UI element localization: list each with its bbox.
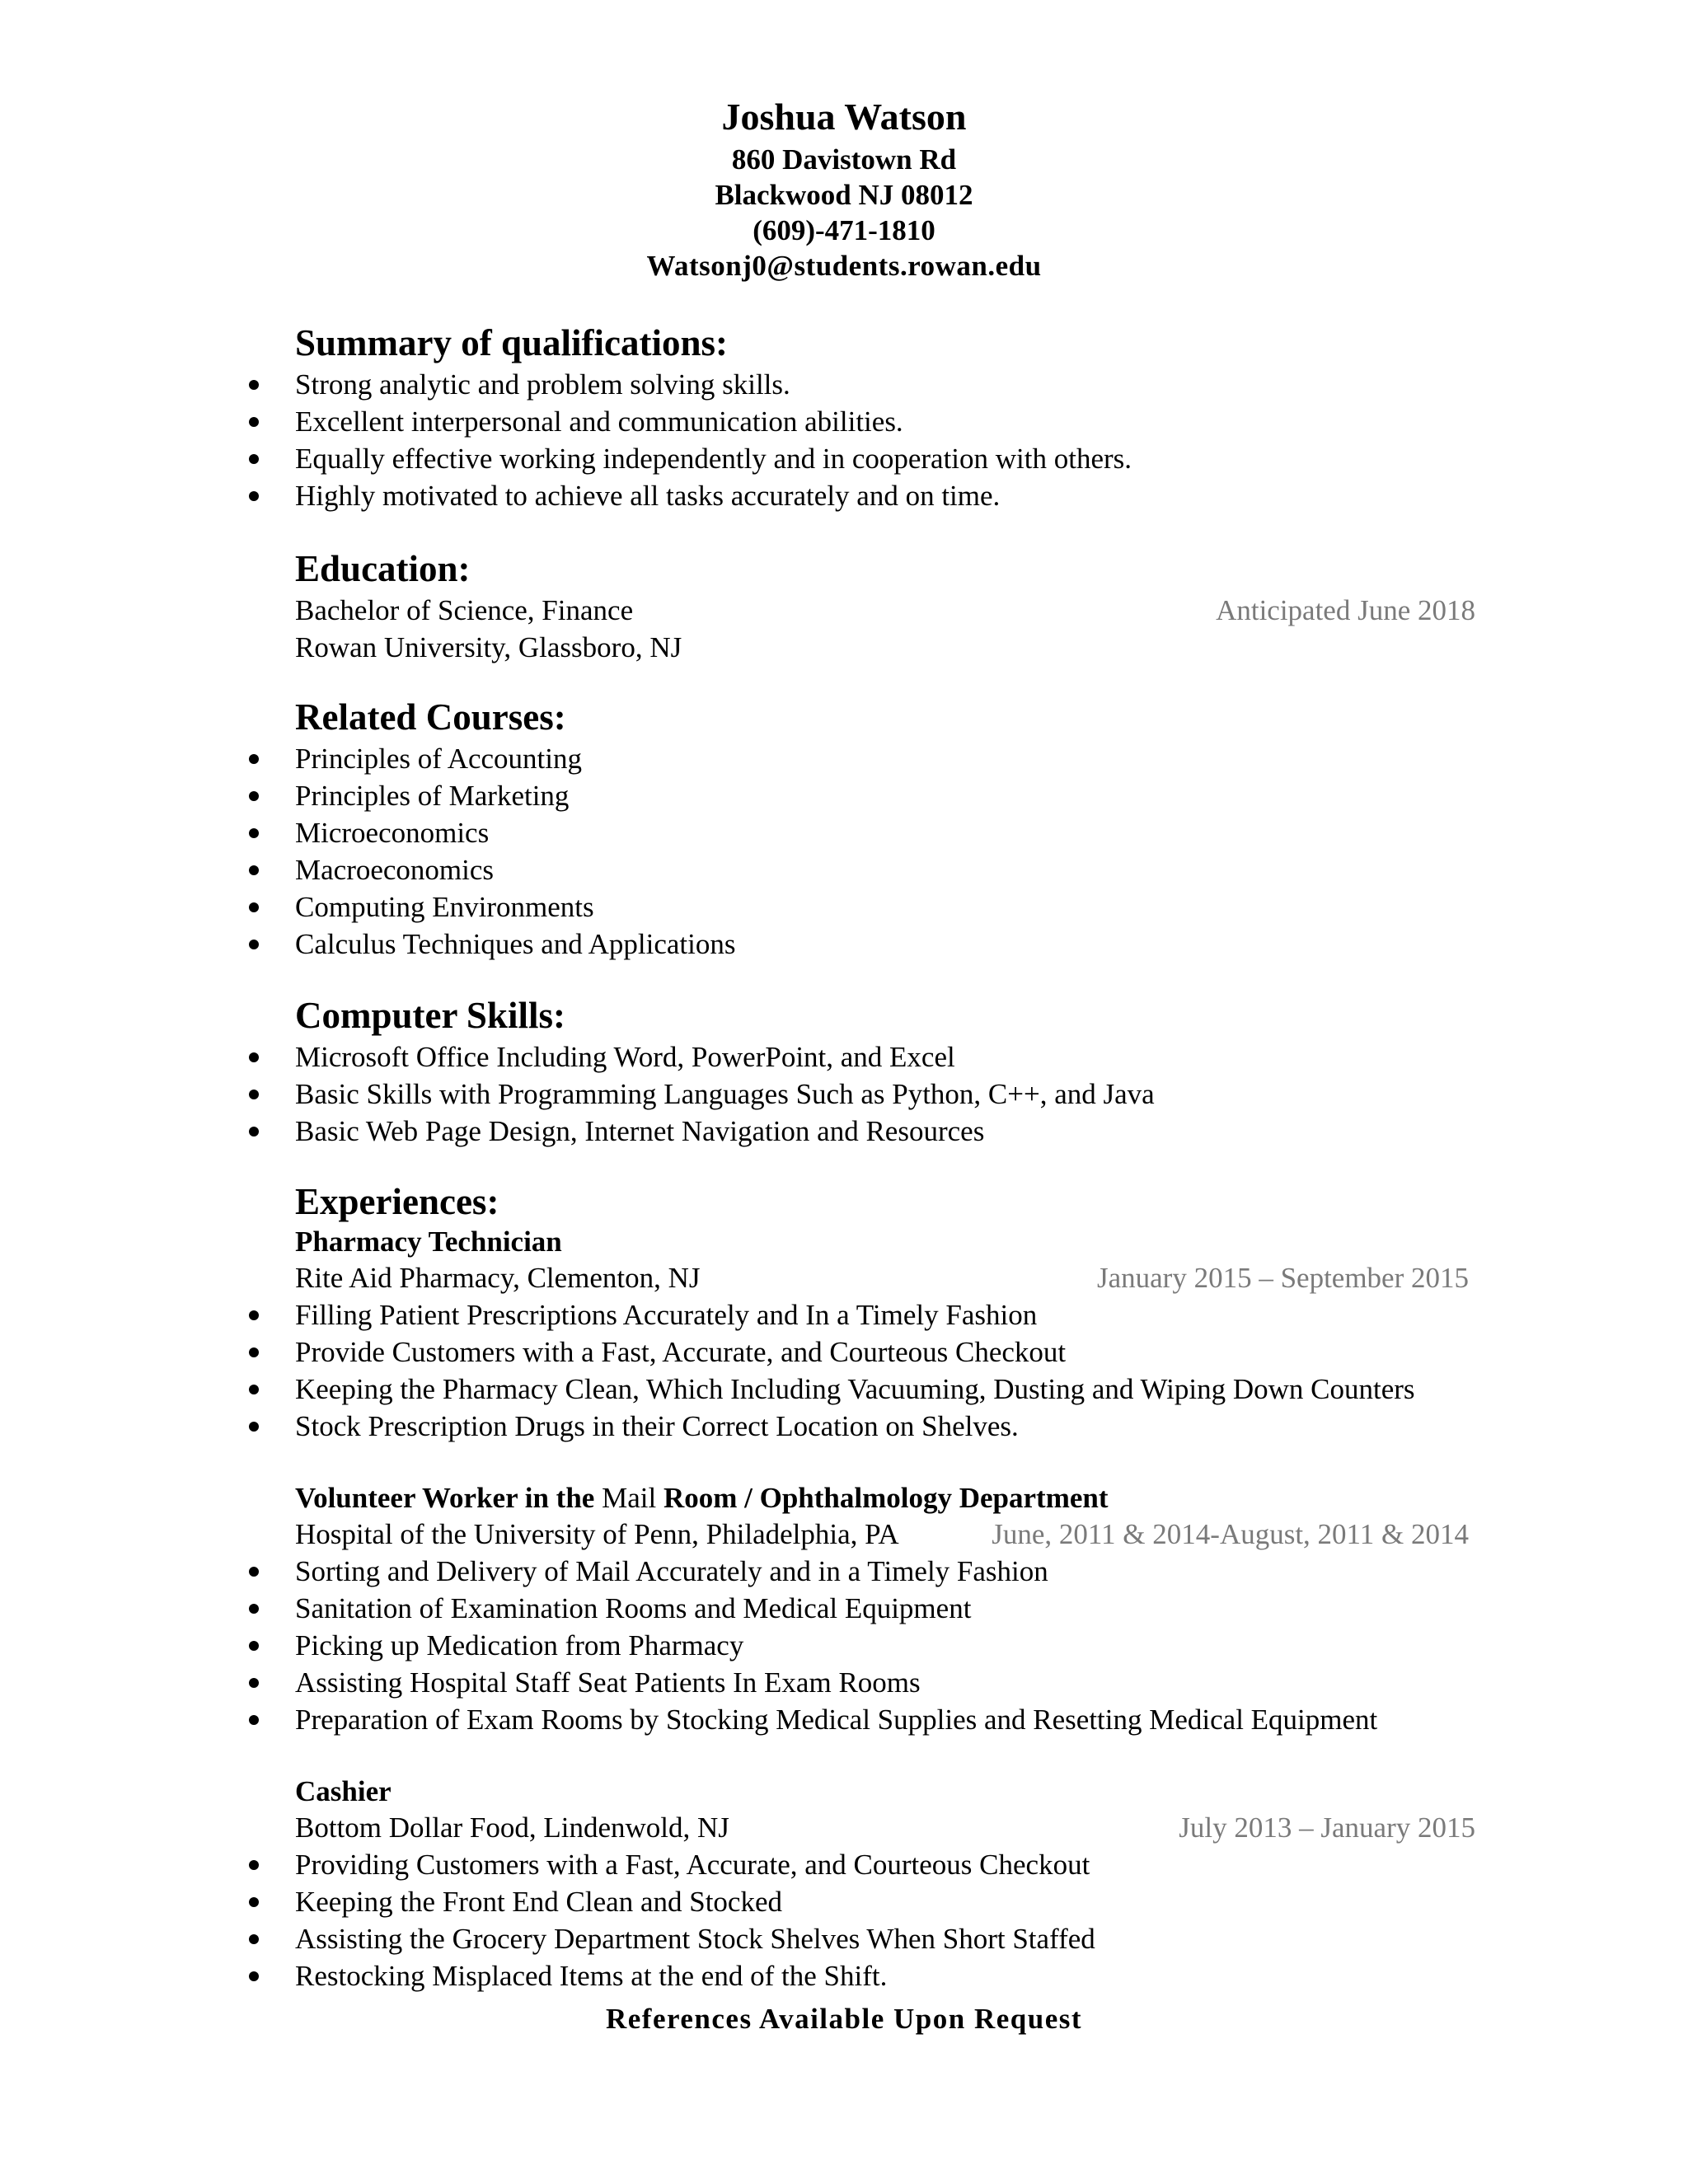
list-item-text: Sorting and Delivery of Mail Accurately and in a Timely Fashion <box>295 1555 1048 1587</box>
list-item <box>295 1333 1475 1371</box>
bullet-icon <box>249 454 259 464</box>
list-item-text: Assisting Hospital Staff Seat Patients In Exam Rooms <box>295 1666 921 1699</box>
job-duties-list <box>295 1846 1475 1994</box>
list-item <box>295 851 1475 888</box>
bullet-icon <box>249 754 259 764</box>
bullet-icon <box>249 1860 259 1870</box>
list-item-text: Strong analytic and problem solving skills. <box>295 368 790 401</box>
list-item <box>295 1553 1475 1590</box>
school: Rowan University, Glassboro, NJ <box>295 631 682 663</box>
bullet-icon <box>249 1422 259 1432</box>
list-item-text: Basic Web Page Design, Internet Navigation and Resources <box>295 1115 985 1147</box>
list-item-text: Microeconomics <box>295 817 490 849</box>
list-item-text: Restocking Misplaced Items at the end of the Shift. <box>295 1960 888 1992</box>
education-section <box>295 546 1475 666</box>
references-note: References Available Upon Request <box>605 2003 1083 2035</box>
employer-line <box>295 1259 1469 1296</box>
list-item <box>295 926 1475 963</box>
bullet-icon <box>249 828 259 838</box>
summary-list <box>295 366 1475 514</box>
list-item <box>295 1664 1475 1701</box>
list-item-text: Macroeconomics <box>295 854 495 886</box>
list-item <box>295 1627 1475 1664</box>
experiences-section <box>295 1179 1475 1994</box>
job-duties-list <box>295 1296 1475 1445</box>
bullet-icon <box>249 791 259 801</box>
employer-line <box>295 1809 1475 1846</box>
skills-heading: Computer Skills: <box>295 995 565 1036</box>
bullet-icon <box>249 491 259 501</box>
bullet-icon <box>249 1934 259 1944</box>
bullet-icon <box>249 1604 259 1614</box>
job-entry <box>295 1481 1475 1738</box>
bullet-icon <box>249 940 259 949</box>
list-item-text: Principles of Accounting <box>295 743 583 775</box>
list-item <box>295 1590 1475 1627</box>
list-item <box>295 1701 1475 1738</box>
candidate-name: Joshua Watson <box>721 96 967 138</box>
list-item <box>295 1883 1475 1920</box>
degree-line <box>295 592 1475 629</box>
job-entry <box>295 1774 1475 1994</box>
list-item-text: Computing Environments <box>295 891 594 923</box>
list-item-text: Highly motivated to achieve all tasks accurately and on time. <box>295 480 1001 512</box>
list-item <box>295 1957 1475 1994</box>
list-item <box>295 477 1475 514</box>
list-item-text: Keeping the Front End Clean and Stocked <box>295 1886 782 1918</box>
employer: Bottom Dollar Food, Lindenwold, NJ <box>295 1811 729 1844</box>
job-dates: June, 2011 & 2014-August, 2011 & 2014 <box>992 1518 1469 1550</box>
list-item-text: Microsoft Office Including Word, PowerPoint, and Excel <box>295 1041 955 1073</box>
summary-section <box>295 320 1475 514</box>
degree: Bachelor of Science, Finance <box>295 594 634 626</box>
job-duties-list <box>295 1553 1475 1738</box>
bullet-icon <box>249 1567 259 1577</box>
list-item <box>295 777 1475 814</box>
bullet-icon <box>249 1897 259 1907</box>
courses-list <box>295 740 1475 963</box>
graduation-date: Anticipated June 2018 <box>1216 594 1475 626</box>
job-entry <box>295 1225 1475 1445</box>
courses-heading: Related Courses: <box>295 696 566 738</box>
bullet-icon <box>249 1052 259 1062</box>
list-item-text: Keeping the Pharmacy Clean, Which Including Vacuuming, Dusting and Wiping Down Counters <box>295 1373 1415 1405</box>
list-item <box>295 1408 1475 1445</box>
list-item-text: Filling Patient Prescriptions Accurately and In a Timely Fashion <box>295 1299 1038 1331</box>
list-item <box>295 403 1475 440</box>
bullet-icon <box>249 1127 259 1137</box>
list-item <box>295 1296 1475 1333</box>
courses-section <box>295 694 1475 963</box>
bullet-icon <box>249 1715 259 1725</box>
bullet-icon <box>249 1678 259 1688</box>
list-item-text: Assisting the Grocery Department Stock Shelves When Short Staffed <box>295 1923 1095 1955</box>
list-item <box>295 366 1475 403</box>
bullet-icon <box>249 865 259 875</box>
list-item-text: Calculus Techniques and Applications <box>295 928 736 960</box>
list-item <box>295 1846 1475 1883</box>
job-title-part: Room / Ophthalmology Department <box>663 1482 1109 1514</box>
list-item-text: Providing Customers with a Fast, Accurate, and Courteous Checkout <box>295 1849 1090 1881</box>
employer: Hospital of the University of Penn, Philadelphia, PA <box>295 1518 899 1550</box>
bullet-icon <box>249 417 259 427</box>
bullet-icon <box>249 380 259 390</box>
list-item <box>295 1038 1475 1076</box>
list-item <box>295 1113 1475 1150</box>
resume-header <box>0 92 1688 284</box>
bullet-icon <box>249 902 259 912</box>
job-dates: January 2015 – September 2015 <box>1096 1262 1469 1294</box>
summary-heading: Summary of qualifications: <box>295 322 729 363</box>
bullet-icon <box>249 1310 259 1320</box>
bullet-icon <box>249 1971 259 1981</box>
bullet-icon <box>249 1641 259 1651</box>
experiences-heading: Experiences: <box>295 1181 499 1222</box>
job-title-part: Volunteer Worker in the <box>295 1482 595 1514</box>
employer: Rite Aid Pharmacy, Clementon, NJ <box>295 1262 701 1294</box>
employer-line <box>295 1516 1469 1553</box>
list-item-text: Excellent interpersonal and communication abilities. <box>295 405 903 438</box>
bullet-icon <box>249 1090 259 1099</box>
list-item-text: Picking up Medication from Pharmacy <box>295 1629 744 1661</box>
bullet-icon <box>249 1385 259 1394</box>
phone-number: (609)-471-1810 <box>753 214 935 246</box>
list-item-text: Provide Customers with a Fast, Accurate, and Courteous Checkout <box>295 1336 1067 1368</box>
list-item-text: Preparation of Exam Rooms by Stocking Medical Supplies and Resetting Medical Equipment <box>295 1704 1378 1736</box>
job-title-part: Mail <box>602 1482 657 1514</box>
job-title: Pharmacy Technician <box>295 1226 562 1258</box>
list-item <box>295 888 1475 926</box>
skills-list <box>295 1038 1475 1150</box>
list-item <box>295 1920 1475 1957</box>
list-item-text: Principles of Marketing <box>295 780 570 812</box>
list-item <box>295 1371 1475 1408</box>
list-item <box>295 740 1475 777</box>
list-item-text: Sanitation of Examination Rooms and Medical Equipment <box>295 1592 972 1624</box>
address-line-2: Blackwood NJ 08012 <box>715 179 973 211</box>
list-item <box>295 440 1475 477</box>
bullet-icon <box>249 1347 259 1357</box>
list-item-text: Stock Prescription Drugs in their Correct Location on Shelves. <box>295 1410 1019 1442</box>
job-title: Cashier <box>295 1775 392 1807</box>
list-item-text: Equally effective working independently and in cooperation with others. <box>295 443 1132 475</box>
email-address: Watsonj0@students.rowan.edu <box>646 250 1042 282</box>
job-title <box>295 1481 1475 1516</box>
address-line-1: 860 Davistown Rd <box>731 143 957 176</box>
list-item-text: Basic Skills with Programming Languages Such as Python, C++, and Java <box>295 1078 1155 1110</box>
skills-section <box>295 992 1475 1150</box>
list-item <box>295 814 1475 851</box>
list-item <box>295 1076 1475 1113</box>
education-heading: Education: <box>295 548 471 589</box>
job-dates: July 2013 – January 2015 <box>1179 1811 1475 1844</box>
